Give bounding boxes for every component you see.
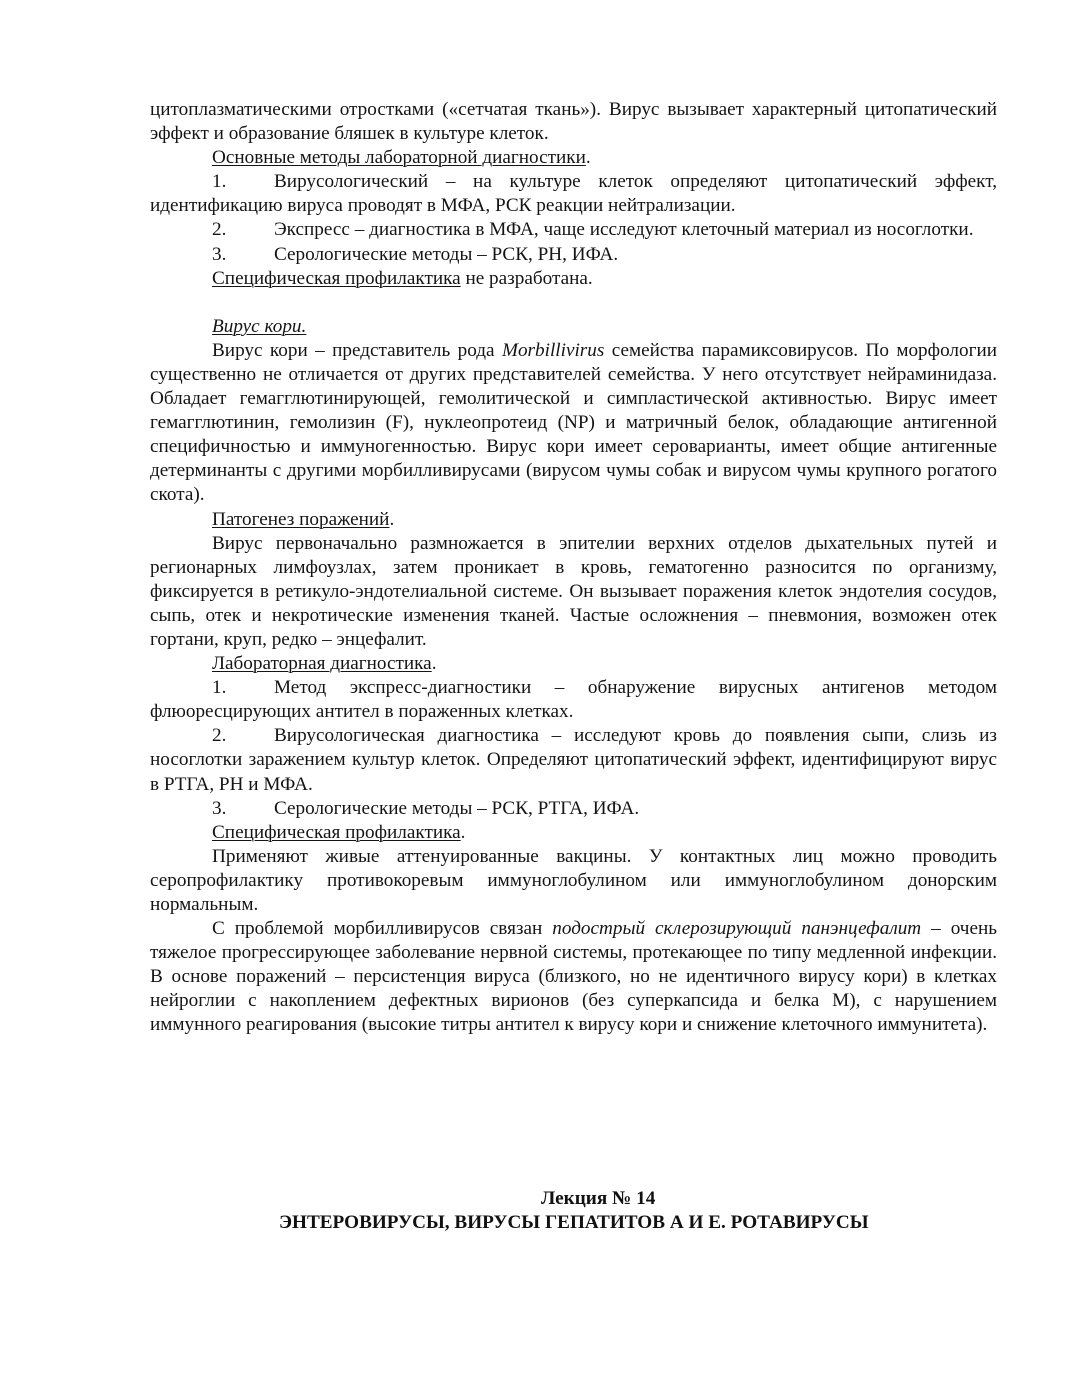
list-item-text: Вирусологический – на культуре клеток определяют цитопатический эффект, идентификацию вируса проводят в МФА, РСК реакции нейтрализации. — [150, 171, 997, 217]
lab-heading-period: . — [431, 653, 437, 675]
pathogenesis-heading-period: . — [389, 508, 395, 530]
pathogenesis-heading — [150, 508, 997, 532]
list-item-text: Вирусологическая диагностика – исследуют кровь до появления сыпи, слизь из носоглотки заражением культур клеток. Определяют цитопатический эффект, идентифицируют вирус в РТГА, РН и МФА. — [150, 725, 997, 795]
sspe-text-b: – очень тяжелое прогрессирующее заболевание нервной системы, протекающее по типу медленной инфекции. В основе поражений – персистенция вируса (близкого, но не идентичного вирусу кори) в клетках нейроглии с накоплением дефектных вирионов (без суперкапсида и белка М), с нарушением иммунного реагирования (высокие титры антител к вирусу кори и снижение клеточного иммунитета). — [150, 918, 997, 1036]
section-gap — [150, 291, 997, 315]
diagnostics-heading-text: Основные методы лабораторной диагностики — [212, 147, 586, 169]
list-item-number: 1. — [212, 171, 227, 193]
list-item-number: 2. — [212, 725, 227, 747]
list-item-text: Метод экспресс-диагностики – обнаружение вирусных антигенов методом флюоресцирующих антител в пораженных клетках. — [150, 677, 997, 723]
intro-text-b: семейства парамиксовирусов. По морфологии существенно не отличается от других представителей семейства. У него отсутствует нейраминидаза. Обладает гемагглютинирующей, гемолитической и симпластической активностью. Вирус имеет гемагглютинин, гемолизин (F), нуклеопротеид (NP) и матричный белок, обладающие антигенной специфичностью и иммуногенностью. Вирус кори имеет сероварианты, имеет общие антигенные детерминанты с другими морбилливирусами (вирусом чумы собак и вирусом чумы крупного рогатого скота). — [150, 339, 998, 506]
prophylaxis-text: не разработана. — [460, 267, 593, 289]
genus-name: Morbillivirus — [501, 339, 605, 361]
diagnostics-heading — [150, 146, 997, 170]
lecture-title: ЭНТЕРОВИРУСЫ, ВИРУСЫ ГЕПАТИТОВ А И Е. РОТАВИРУСЫ — [279, 1212, 869, 1233]
list-item-number: 1. — [212, 677, 227, 699]
pathogenesis-paragraph: Вирус первоначально размножается в эпителии верхних отделов дыхательных путей и регионарных лимфоузлах, затем проникает в кровь, гематогенно разносится по организму, фиксируется в ретикуло-эндотелиальной системе. Он вызывает поражения клеток эндотелия сосудов, сыпь, отек и некротические изменения тканей. Частые осложнения – пневмония, возможен отек гортани, круп, редко – энцефалит. — [150, 532, 997, 650]
measles-title: Вирус кори. — [212, 315, 307, 337]
prophylaxis-line — [150, 267, 997, 291]
list-item-text: Экспресс – диагностика в МФА, чаще исследуют клеточный материал из носоглотки. — [274, 219, 974, 241]
measles-prophylaxis-heading-period: . — [460, 821, 466, 843]
sspe-text-a: С проблемой морбилливирусов связан — [212, 918, 553, 940]
list-item-number: 3. — [212, 797, 227, 819]
list-item-text: Серологические методы – РСК, РТГА, ИФА. — [274, 797, 640, 819]
lab-heading-text: Лабораторная диагностика — [212, 653, 432, 675]
lab-heading — [150, 652, 997, 676]
list-item — [150, 676, 997, 724]
measles-prophylaxis-heading-text: Специфическая профилактика — [212, 821, 461, 843]
list-item — [150, 797, 997, 821]
list-item-number: 2. — [212, 219, 227, 241]
sspe-term: подострый склерозирующий панэнцефалит — [552, 918, 922, 940]
measles-intro-paragraph — [150, 339, 997, 508]
document-page — [150, 98, 997, 1038]
list-item-number: 3. — [212, 243, 227, 265]
diagnostics-heading-period: . — [585, 147, 591, 169]
prophylaxis-paragraph: Применяют живые аттенуированные вакцины. У контактных лиц можно проводить серопрофилактику противокоревым иммуноглобулином или иммуноглобулином донорским нормальным. — [150, 845, 997, 915]
measles-prophylaxis-heading — [150, 821, 997, 845]
pathogenesis-heading-text: Патогенез поражений — [212, 508, 390, 530]
list-item — [150, 170, 997, 218]
sspe-paragraph — [150, 917, 997, 1037]
lecture-number: Лекция № 14 — [541, 1188, 656, 1209]
list-item — [150, 243, 997, 267]
section-title — [150, 315, 997, 339]
list-item — [150, 218, 997, 242]
prophylaxis-heading: Специфическая профилактика — [212, 267, 461, 289]
intro-text-a: Вирус кори – представитель рода — [212, 339, 502, 361]
list-item — [150, 724, 997, 796]
paragraph-continuation: цитоплазматическими отростками («сетчатая ткань»). Вирус вызывает характерный цитопатический эффект и образование бляшек в культуре клеток. — [150, 99, 997, 145]
list-item-text: Серологические методы – РСК, РН, ИФА. — [274, 243, 619, 265]
